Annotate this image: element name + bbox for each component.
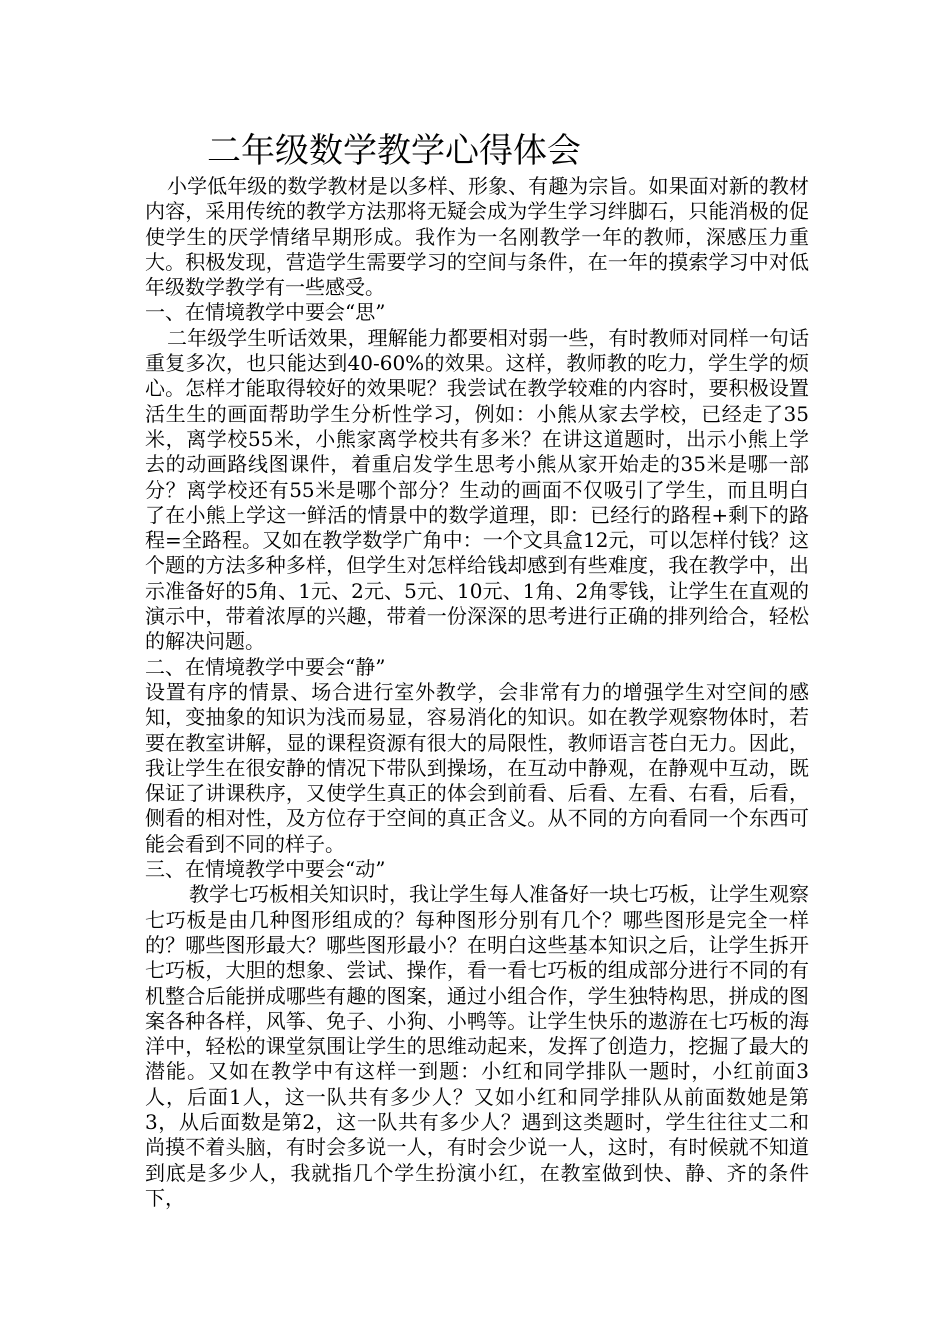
section-think-paragraph: 二年级学生听话效果，理解能力都要相对弱一些，有时教师对同样一句话重复多次，也只能达到40-60%的效果。这样，教师教的吃力，学生学的烦心。怎样才能取得较好的效果呢？我尝试在教学较难的内容时，要积极设置活生生的画面帮助学生分析性学习，例如：小熊从家去学校，已经走了35米，离学校55米，小熊家离学校共有多米？在讲这道题时，出示小熊上学去的动画路线图课件，着重启发学生思考小熊从家开始走的35米是哪一部分？离学校还有55米是哪个部分？生动的画面不仅吸引了学生，而且明白了在小熊上学这一鲜活的情景中的数学道理，即：已经行的路程+剩下的路程=全路程。又如在教学数学广角中：一个文具盒12元，可以怎样付钱？这个题的方法多种多样，但学生对怎样给钱却感到有些难度，我在教学中，出示准备好的5角、1元、2元、5元、10元、1角、2角零钱，让学生在直观的演示中，带着浓厚的兴趣，带着一份深深的思考进行正确的排列给合，轻松的解决问题。 xyxy=(145,325,809,654)
intro-paragraph: 小学低年级的数学教材是以多样、形象、有趣为宗旨。如果面对新的教材内容，采用传统的教学方法那将无疑会成为学生学习绊脚石，只能消极的促使学生的厌学情绪早期形成。我作为一名刚教学一年的教师，深感压力重大。积极发现，营造学生需要学习的空间与条件，在一年的摸索学习中对低年级数学教学有一些感受。 xyxy=(145,174,809,300)
section-heading-think: 一、在情境教学中要会“思” xyxy=(145,300,386,325)
section-heading-quiet: 二、在情境教学中要会“静” xyxy=(145,654,386,679)
section-heading-move: 三、在情境教学中要会“动” xyxy=(145,857,386,882)
section-move-paragraph: 教学七巧板相关知识时，我让学生每人准备好一块七巧板，让学生观察七巧板是由几种图形组成的？每种图形分别有几个？哪些图形是完全一样的？哪些图形最大？哪些图形最小？在明白这些基本知识之后，让学生拆开七巧板，大胆的想象、尝试、操作，看一看七巧板的组成部分进行不同的有机整合后能拼成哪些有趣的图案，通过小组合作，学生独特构思，拼成的图案各种各样，风筝、免子、小狗、小鸭等。让学生快乐的遨游在七巧板的海洋中，轻松的课堂氛围让学生的思维动起来，发挥了创造力，挖掘了最大的潜能。又如在教学中有这样一到题：小红和同学排队一题时，小红前面3人，后面1人，这一队共有多少人？又如小红和同学排队从前面数她是第3，从后面数是第2，这一队共有多少人？遇到这类题时，学生往往丈二和尚摸不着头脑，有时会多说一人，有时会少说一人，这时，有时候就不知道到底是多少人，我就指几个学生扮演小红，在教室做到快、静、齐的条件下， xyxy=(145,882,809,1210)
document-body xyxy=(145,128,809,1211)
page-title: 二年级数学教学心得体会 xyxy=(207,131,581,171)
section-quiet-paragraph: 设置有序的情景、场合进行室外教学，会非常有力的增强学生对空间的感知，变抽象的知识为浅而易显，容易消化的知识。如在教学观察物体时，若要在教室讲解，显的课程资源有很大的局限性，教师语言苍白无力。因此，我让学生在很安静的情况下带队到操场，在互动中静观，在静观中互动，既保证了讲课秩序，又使学生真正的体会到前看、后看、左看、右看，后看，侧看的相对性，及方位存于空间的真正含义。从不同的方向看同一个东西可能会看到不同的样子。 xyxy=(145,679,809,856)
